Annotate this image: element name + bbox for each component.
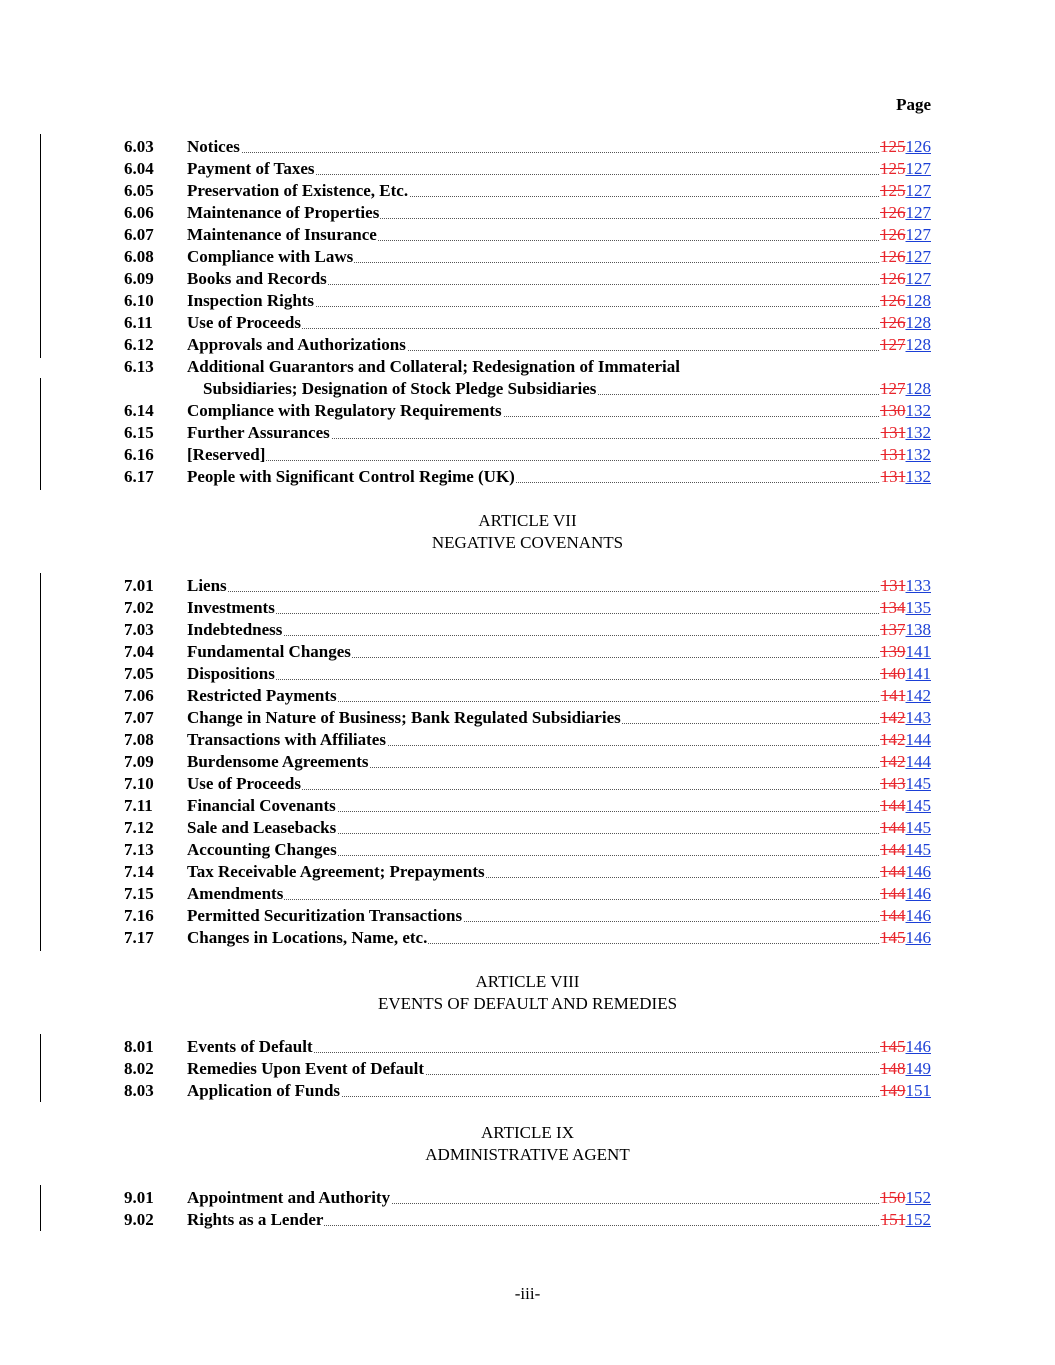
section-title-text: Permitted Securitization Transactions [187, 906, 463, 925]
section-title-text: Events of Default [187, 1037, 313, 1056]
deleted-page-number: 130 [880, 401, 906, 420]
deleted-page-number: 134 [880, 598, 906, 617]
toc-section-article-9 [0, 1187, 1055, 1231]
inserted-page-number[interactable]: 152 [905, 1210, 931, 1229]
section-title-text: Amendments [187, 884, 284, 903]
section-number: 8.01 [124, 1037, 154, 1056]
toc-entry [0, 422, 1055, 444]
section-title-text: People with Significant Control Regime (UK) [187, 467, 515, 486]
section-title-text: Approvals and Authorizations [187, 335, 406, 354]
section-title [187, 729, 931, 751]
section-number: 7.03 [124, 620, 154, 639]
section-title [187, 246, 931, 268]
page-reference [879, 773, 931, 795]
dot-leader [187, 152, 931, 153]
section-number: 7.17 [124, 928, 154, 947]
section-title-text: Burdensome Agreements [187, 752, 369, 771]
article-number: ARTICLE VIII [475, 972, 580, 991]
page-number-footer: -iii- [514, 1284, 541, 1303]
page-reference [879, 1080, 931, 1102]
inserted-page-number[interactable]: 141 [905, 642, 931, 661]
page-reference [879, 334, 931, 356]
dot-leader [187, 613, 931, 614]
deleted-page-number: 126 [880, 291, 906, 310]
deleted-page-number: 126 [880, 247, 906, 266]
section-number: 6.09 [124, 269, 154, 288]
section-title-text: Preservation of Existence, Etc. [187, 181, 409, 200]
section-title-text: Additional Guarantors and Collateral; Redesignation of Immaterial [187, 357, 680, 376]
inserted-page-number[interactable]: 132 [905, 423, 931, 442]
section-title [187, 356, 931, 378]
section-number: 6.16 [124, 445, 154, 464]
section-title [187, 795, 931, 817]
page-reference [879, 707, 931, 729]
deleted-page-number: 125 [880, 137, 906, 156]
section-number: 6.06 [124, 203, 154, 222]
toc-entry [0, 663, 1055, 685]
inserted-page-number[interactable]: 143 [905, 708, 931, 727]
toc-entry [0, 268, 1055, 290]
article-heading [0, 510, 1055, 554]
section-title-text: Compliance with Laws [187, 247, 354, 266]
inserted-page-number[interactable]: 146 [905, 884, 931, 903]
section-title [187, 466, 931, 488]
toc-entry [0, 795, 1055, 817]
section-title-text: Further Assurances [187, 423, 330, 442]
page-reference [879, 839, 931, 861]
inserted-page-number[interactable]: 128 [905, 379, 931, 398]
inserted-page-number[interactable]: 127 [905, 269, 931, 288]
section-number: 7.14 [124, 862, 154, 881]
section-title [187, 224, 931, 246]
deleted-page-number: 143 [880, 774, 906, 793]
dot-leader [187, 591, 931, 592]
deleted-page-number: 150 [880, 1188, 906, 1207]
dot-leader [187, 679, 931, 680]
section-title-text: Use of Proceeds [187, 313, 301, 332]
toc-entry [0, 356, 1055, 378]
section-title [187, 861, 931, 883]
section-number: 9.01 [124, 1188, 154, 1207]
page-reference [879, 619, 931, 641]
toc-entry [0, 883, 1055, 905]
inserted-page-number[interactable]: 127 [905, 225, 931, 244]
toc-entry [0, 729, 1055, 751]
section-number: 6.17 [124, 467, 154, 486]
page-reference [879, 1058, 931, 1080]
section-title [187, 663, 931, 685]
deleted-page-number: 126 [880, 225, 906, 244]
deleted-page-number: 151 [880, 1210, 906, 1229]
deleted-page-number: 126 [880, 203, 906, 222]
article-number: ARTICLE VII [478, 511, 577, 530]
page-reference [879, 290, 931, 312]
inserted-page-number[interactable]: 132 [905, 467, 931, 486]
inserted-page-number[interactable]: 145 [905, 796, 931, 815]
inserted-page-number[interactable]: 149 [905, 1059, 931, 1078]
section-title [187, 575, 931, 597]
section-number: 6.08 [124, 247, 154, 266]
section-title-text: Use of Proceeds [187, 774, 301, 793]
section-title-text: Notices [187, 137, 240, 156]
toc-entry [0, 444, 1055, 466]
toc-section-article-6 [0, 136, 1055, 488]
deleted-page-number: 144 [880, 884, 906, 903]
toc-entry [0, 224, 1055, 246]
section-title [187, 334, 931, 356]
section-title [187, 290, 931, 312]
inserted-page-number[interactable]: 145 [905, 818, 931, 837]
inserted-page-number[interactable]: 135 [905, 598, 931, 617]
toc-entry [0, 246, 1055, 268]
section-title [187, 773, 931, 795]
section-title [187, 202, 931, 224]
toc-entry [0, 619, 1055, 641]
toc-entry [0, 597, 1055, 619]
page-reference [879, 378, 931, 400]
section-title-text: Indebtedness [187, 620, 283, 639]
section-title-text: Liens [187, 576, 227, 595]
section-title-text: Maintenance of Properties [187, 203, 380, 222]
inserted-page-number[interactable]: 132 [905, 445, 931, 464]
deleted-page-number: 126 [880, 313, 906, 332]
section-title [187, 619, 931, 641]
toc-entry [0, 839, 1055, 861]
deleted-page-number: 148 [880, 1059, 906, 1078]
article-title: EVENTS OF DEFAULT AND REMEDIES [377, 994, 678, 1013]
section-number: 6.03 [124, 137, 154, 156]
section-title-text: Dispositions [187, 664, 275, 683]
section-title-text: Appointment and Authority [187, 1188, 391, 1207]
section-number: 7.10 [124, 774, 154, 793]
inserted-page-number[interactable]: 127 [905, 247, 931, 266]
inserted-page-number[interactable]: 152 [905, 1188, 931, 1207]
toc-entry [0, 1036, 1055, 1058]
section-number: 7.05 [124, 664, 154, 683]
deleted-page-number: 131 [880, 423, 906, 442]
section-title [187, 751, 931, 773]
dot-leader [187, 635, 931, 636]
deleted-page-number: 141 [880, 686, 906, 705]
page-reference [880, 1209, 931, 1231]
page-reference [880, 444, 931, 466]
deleted-page-number: 142 [880, 752, 906, 771]
toc-entry [0, 334, 1055, 356]
toc-entry [0, 312, 1055, 334]
deleted-page-number: 140 [880, 664, 906, 683]
section-title-text: Tax Receivable Agreement; Prepayments [187, 862, 485, 881]
section-title [187, 136, 931, 158]
section-number: 6.07 [124, 225, 154, 244]
section-number: 8.03 [124, 1081, 154, 1100]
section-title [187, 1187, 931, 1209]
inserted-page-number[interactable]: 146 [905, 928, 931, 947]
section-number: 6.11 [124, 313, 153, 332]
deleted-page-number: 142 [880, 708, 906, 727]
section-title-text: Transactions with Affiliates [187, 730, 386, 749]
page-reference [879, 729, 931, 751]
article-title: ADMINISTRATIVE AGENT [425, 1145, 630, 1164]
section-title [187, 180, 931, 202]
section-number: 9.02 [124, 1210, 154, 1229]
toc-entry [0, 575, 1055, 597]
page-reference [879, 400, 931, 422]
page-reference [879, 795, 931, 817]
toc-entry [0, 180, 1055, 202]
section-title-text: Compliance with Regulatory Requirements [187, 401, 502, 420]
deleted-page-number: 131 [880, 576, 906, 595]
deleted-page-number: 145 [880, 928, 906, 947]
section-title-text: Remedies Upon Event of Default [187, 1059, 425, 1078]
page-reference [879, 751, 931, 773]
inserted-page-number[interactable]: 127 [905, 203, 931, 222]
article-number: ARTICLE IX [481, 1123, 574, 1142]
inserted-page-number[interactable]: 133 [905, 576, 931, 595]
section-title-text: Fundamental Changes [187, 642, 351, 661]
inserted-page-number[interactable]: 142 [905, 686, 931, 705]
deleted-page-number: 149 [880, 1081, 906, 1100]
section-number: 7.09 [124, 752, 154, 771]
section-number: 7.06 [124, 686, 154, 705]
section-title-text: [Reserved] [187, 445, 266, 464]
section-title-text: Restricted Payments [187, 686, 337, 705]
section-title [187, 883, 931, 905]
toc-entry [0, 861, 1055, 883]
page-reference [880, 466, 931, 488]
inserted-page-number[interactable]: 138 [905, 620, 931, 639]
deleted-page-number: 144 [880, 818, 906, 837]
inserted-page-number[interactable]: 141 [905, 664, 931, 683]
section-number: 6.12 [124, 335, 154, 354]
section-number: 7.07 [124, 708, 154, 727]
toc-entry [0, 1058, 1055, 1080]
section-number: 7.11 [124, 796, 153, 815]
section-number: 7.16 [124, 906, 154, 925]
section-title [187, 268, 931, 290]
article-heading [0, 971, 1055, 1015]
toc-entry [0, 773, 1055, 795]
toc-entry [0, 400, 1055, 422]
section-title [187, 817, 931, 839]
deleted-page-number: 131 [880, 467, 906, 486]
section-title [187, 400, 931, 422]
dot-leader [187, 460, 931, 461]
section-number: 6.04 [124, 159, 154, 178]
section-title [187, 1080, 931, 1102]
toc-entry [0, 1080, 1055, 1102]
deleted-page-number: 137 [880, 620, 906, 639]
section-title-text: Payment of Taxes [187, 159, 315, 178]
toc-entry [0, 466, 1055, 488]
section-number: 8.02 [124, 1059, 154, 1078]
deleted-page-number: 131 [880, 445, 906, 464]
page-reference [879, 136, 931, 158]
page-reference [879, 883, 931, 905]
inserted-page-number[interactable]: 127 [905, 159, 931, 178]
deleted-page-number: 127 [880, 335, 906, 354]
toc-entry [0, 202, 1055, 224]
page-reference [879, 224, 931, 246]
section-title [203, 378, 931, 400]
toc-section-article-7 [0, 575, 1055, 949]
article-title: NEGATIVE COVENANTS [431, 533, 624, 552]
toc-section-article-8 [0, 1036, 1055, 1102]
deleted-page-number: 139 [880, 642, 906, 661]
section-title [187, 1058, 931, 1080]
section-title [187, 444, 931, 466]
section-number: 6.05 [124, 181, 154, 200]
section-title [187, 1036, 931, 1058]
deleted-page-number: 144 [880, 796, 906, 815]
page-reference [879, 641, 931, 663]
section-title [187, 927, 931, 949]
section-number: 7.15 [124, 884, 154, 903]
section-title-text: Rights as a Lender [187, 1210, 324, 1229]
deleted-page-number: 127 [880, 379, 906, 398]
section-title-text: Change in Nature of Business; Bank Regulated Subsidiaries [187, 708, 621, 727]
toc-entry [0, 136, 1055, 158]
page-reference [879, 202, 931, 224]
article-heading [0, 1122, 1055, 1166]
section-number: 7.02 [124, 598, 154, 617]
toc-entry [0, 378, 1055, 400]
toc-entry [0, 707, 1055, 729]
section-number: 7.08 [124, 730, 154, 749]
section-number: 6.14 [124, 401, 154, 420]
inserted-page-number[interactable]: 145 [905, 774, 931, 793]
page-reference [880, 422, 931, 444]
deleted-page-number: 144 [880, 906, 906, 925]
section-number: 7.12 [124, 818, 154, 837]
section-number: 7.04 [124, 642, 154, 661]
section-title [187, 839, 931, 861]
inserted-page-number[interactable]: 127 [905, 181, 931, 200]
page-reference [879, 927, 931, 949]
inserted-page-number[interactable]: 144 [905, 752, 931, 771]
section-title [187, 905, 931, 927]
toc-entry [0, 1209, 1055, 1231]
section-title-text: Investments [187, 598, 275, 617]
deleted-page-number: 125 [880, 181, 906, 200]
toc-entry [0, 927, 1055, 949]
section-title-text: Sale and Leasebacks [187, 818, 337, 837]
page-reference [879, 817, 931, 839]
section-title [187, 1209, 931, 1231]
inserted-page-number[interactable]: 144 [905, 730, 931, 749]
section-title-text: Financial Covenants [187, 796, 336, 815]
page-reference [879, 663, 931, 685]
page-reference [879, 1036, 931, 1058]
inserted-page-number[interactable]: 145 [905, 840, 931, 859]
deleted-page-number: 144 [880, 862, 906, 881]
page-column-header: Page [896, 95, 931, 114]
inserted-page-number[interactable]: 151 [905, 1081, 931, 1100]
inserted-page-number[interactable]: 128 [905, 313, 931, 332]
toc-entry [0, 817, 1055, 839]
page-reference [879, 180, 931, 202]
toc-entry [0, 685, 1055, 707]
section-number: 6.13 [124, 357, 154, 376]
section-title-text: Changes in Locations, Name, etc. [187, 928, 428, 947]
toc-entry [0, 751, 1055, 773]
deleted-page-number: 142 [880, 730, 906, 749]
section-number: 6.10 [124, 291, 154, 310]
toc-entry [0, 1187, 1055, 1209]
section-title [187, 312, 931, 334]
toc-entry [0, 290, 1055, 312]
inserted-page-number[interactable]: 146 [905, 862, 931, 881]
page-reference [880, 685, 931, 707]
section-number: 6.15 [124, 423, 154, 442]
page-reference [879, 158, 931, 180]
section-title [187, 158, 931, 180]
section-title-text: Inspection Rights [187, 291, 315, 310]
inserted-page-number[interactable]: 128 [905, 335, 931, 354]
section-number: 7.13 [124, 840, 154, 859]
section-number: 7.01 [124, 576, 154, 595]
section-title-text: Books and Records [187, 269, 327, 288]
dot-leader [187, 899, 931, 900]
inserted-page-number[interactable]: 128 [905, 291, 931, 310]
page-reference [879, 597, 931, 619]
section-title [187, 422, 931, 444]
section-title-text: Accounting Changes [187, 840, 337, 859]
page-reference [879, 268, 931, 290]
deleted-page-number: 125 [880, 159, 906, 178]
page-reference [879, 312, 931, 334]
inserted-page-number[interactable]: 146 [905, 1037, 931, 1056]
inserted-page-number[interactable]: 146 [905, 906, 931, 925]
toc-entry [0, 158, 1055, 180]
toc-entry [0, 905, 1055, 927]
section-title [187, 641, 931, 663]
toc-entry [0, 641, 1055, 663]
section-title [187, 685, 931, 707]
page-reference [879, 861, 931, 883]
page-reference [880, 575, 931, 597]
inserted-page-number[interactable]: 126 [905, 137, 931, 156]
section-title-text: Application of Funds [187, 1081, 341, 1100]
deleted-page-number: 126 [880, 269, 906, 288]
deleted-page-number: 145 [880, 1037, 906, 1056]
page-reference [879, 246, 931, 268]
section-title [187, 597, 931, 619]
page-reference [879, 1187, 931, 1209]
page-reference [879, 905, 931, 927]
inserted-page-number[interactable]: 132 [905, 401, 931, 420]
section-title-text: Maintenance of Insurance [187, 225, 377, 244]
section-title-text: Subsidiaries; Designation of Stock Pledge Subsidiaries [203, 379, 597, 398]
deleted-page-number: 144 [880, 840, 906, 859]
section-title [187, 707, 931, 729]
